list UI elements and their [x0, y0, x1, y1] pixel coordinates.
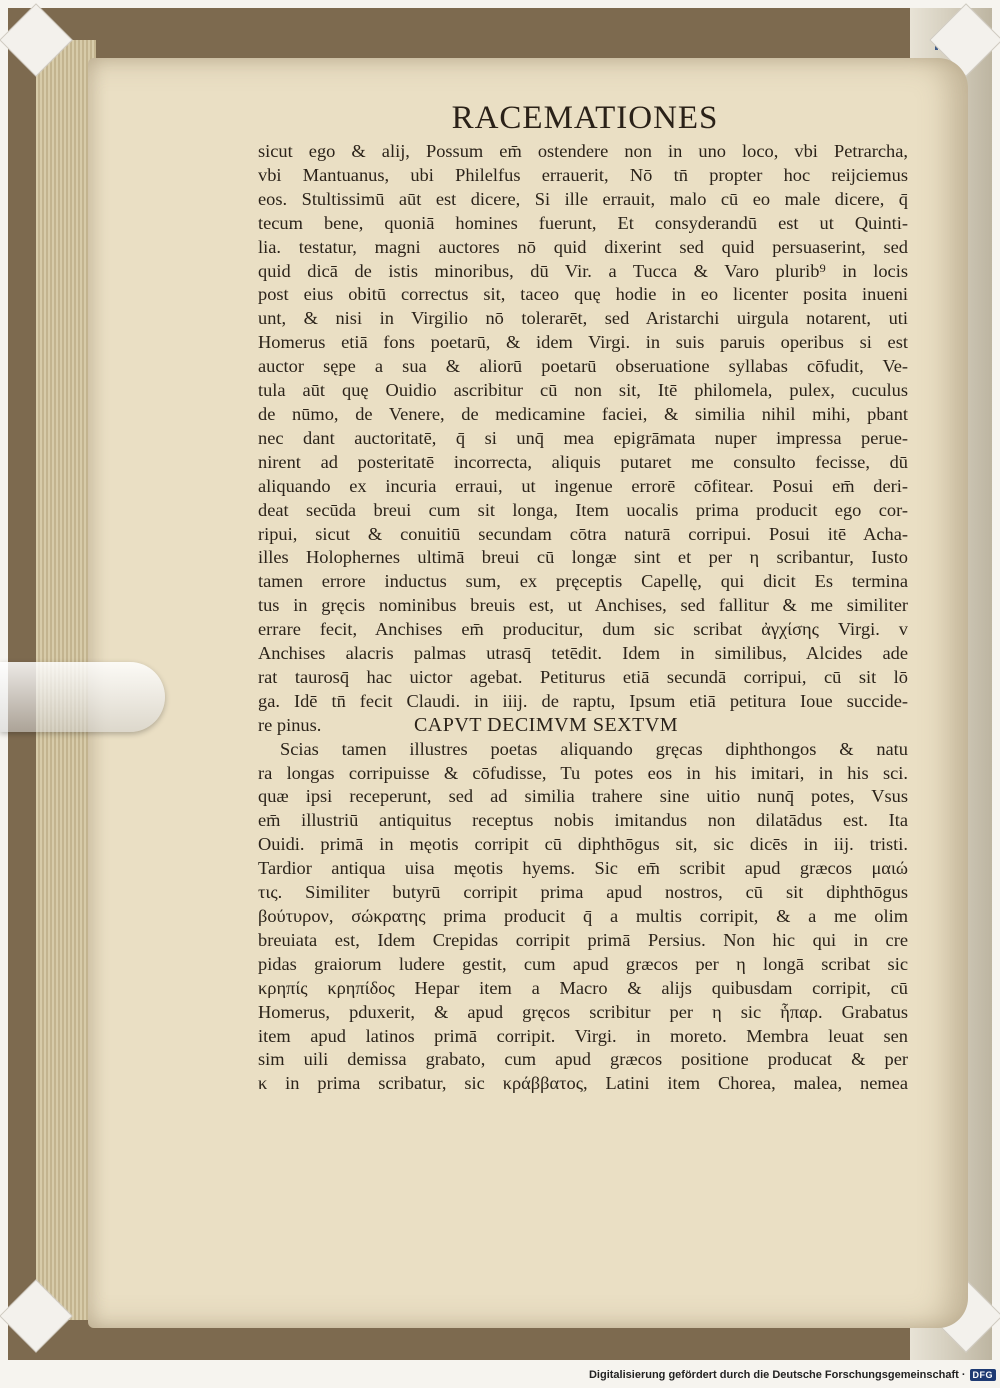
text-line: item apud latinos primā corripit. Virgi. in moreto. Membra leuat sen: [258, 1025, 908, 1046]
text-line: eos. Stultissimū aūt est dicere, Si ille errauit, malo cū eo male dicere, q̄: [258, 188, 908, 209]
text-line: Tardior antiqua uisa męotis hyems. Sic em̄ scribit apud græcos μαιώ: [258, 858, 908, 879]
text-line: aliquando ex incuria erraui, ut ingenue errorē cōfitear. Posui em̄ deri-: [258, 475, 908, 496]
text-line: ripui, sicut & conuitiū secundam cōtra naturā corripui. Posui itē Acha-: [258, 523, 908, 544]
text-line: auctor sępe a sua & aliorū poetarū obseruatione syllabas cōfudit, Ve-: [258, 356, 908, 377]
text-line: nirent ad posteritatē incorrecta, aliquis putaret me consulto fecisse, dū: [258, 451, 908, 472]
text-line: illes Holophernes ultimā breui cū longæ sint et per η scribantur, Iusto: [258, 547, 908, 568]
text-line: tula aūt quę Ouidio ascribitur cū non sit, Itē philomela, pulex, cuculus: [258, 380, 908, 401]
heading-line-start: re pinus.: [258, 714, 322, 735]
text-line: pidas graiorum ludere gestit, cum apud græcos per η longā scribat sic: [258, 953, 908, 974]
text-line: sim uili demissa grabato, cum apud græcos positione producat & per: [258, 1049, 908, 1070]
text-line: ga. Idē tn̄ fecit Claudi. in iiij. de raptu, Ipsum etiā petitura Ioue succide-: [258, 690, 908, 711]
running-head: RACEMATIONES: [451, 100, 719, 136]
text-line: Homerus etiā fons poetarū, & idem Virgi. in suis paruis operibus si est: [258, 332, 908, 353]
text-before-heading: [258, 140, 908, 714]
text-line: βούτυρον, σώκρατης prima producit q̄ a multis corripit, & a me olim: [258, 906, 908, 926]
text-line: tamen errore inductus sum, ex pręceptis Capellę, qui dicit Es termina: [258, 571, 908, 592]
text-line: breuiata est, Idem Crepidas corripit primā Persius. Non hic qui in cre: [258, 929, 908, 950]
text-line: quid dicā de istis minoribus, dū Vir. a Tucca & Varo plurib⁹ in locis: [258, 260, 908, 281]
text-line: sicut ego & alij, Possum em̄ ostendere non in uno loco, vbi Petrarcha,: [258, 141, 908, 161]
text-line: ra longas corripuisse & cōfudisse, Tu potes eos in his imitari, in his sci.: [258, 762, 908, 783]
footer-credit: [588, 1366, 996, 1384]
text-line: Anchises alacris palmas utrasq̄ tetēdit. Idem in similibus, Alcides ade: [258, 643, 908, 664]
text-line: quæ ipsi receperunt, sed ad similia trahere sine uitio nunq̄ potes, Vsus: [258, 786, 908, 807]
text-line: κρηπίς κρηπίδος Hepar item a Macro & alijs quibusdam corripit, cū: [258, 977, 908, 998]
text-line: Ouidi. primā in męotis corripit cū diphthōgus sit, sic dicēs in iij. tristi.: [258, 834, 908, 855]
text-line: de nūmo, de Venere, de medicamine faciei, & similia nihil mihi, pbant: [258, 403, 908, 424]
text-line: vbi Mantuanus, ubi Philelfus errauerit, Nō tn̄ propter hoc reijciemus: [258, 164, 908, 185]
text-line: nec dant auctoritatē, q̄ si unq̄ mea epigrāmata nuper impressa perue-: [258, 427, 908, 448]
section-heading: CAPVT DECIMVM SEXTVM: [413, 713, 679, 736]
footer-text: Digitalisierung gefördert durch die Deutsche Forschungsgemeinschaft ·: [588, 1369, 966, 1381]
text-after-heading: [258, 738, 908, 1097]
text-line: post eius obitū correctus sit, taceo quę hodie in eo licenter posita inueni: [258, 284, 908, 305]
text-line: em̄ illustriū antiquitus receptus nobis imitandus non dilatādus est. Ita: [258, 810, 908, 831]
text-line: Scias tamen illustres poetas aliquando gręcas diphthongos & natu: [280, 738, 908, 759]
text-line: rat taurosq̄ hac uictor agebat. Petiturus etiā secundā corripui, cū sit lō: [258, 666, 908, 687]
text-line: κ in prima scribatur, sic κράββατος, Latini item Chorea, malea, nemea: [258, 1073, 908, 1094]
text-line: tecum bene, quoniā homines fuerunt, Et consyderandū est ut Quinti-: [258, 212, 908, 233]
heading-line: [258, 714, 908, 738]
page-holder-strip: [0, 662, 165, 732]
text-line: unt, & nisi in Virgilio nō tolerarēt, sed Aristarchi uirgula notarent, uti: [258, 308, 908, 329]
text-line: errare fecit, Anchises em̄ producitur, dum sic scribat ἀγχίσης Virgi. v: [258, 619, 908, 640]
main-text: [258, 140, 908, 1096]
text-line: Homerus, pduxerit, & apud gręcos scribitur per η sic ἧπαρ. Grabatus: [258, 1001, 908, 1022]
text-line: deat secūda breui cum sit longa, Item uocalis prima producit ego cor-: [258, 499, 908, 520]
text-line: lia. testatur, magni auctores nō quid dixerint sed quid persuaserint, sed: [258, 236, 908, 257]
dfg-logo: DFG: [970, 1369, 997, 1381]
text-line: tus in gręcis nominibus breuis est, ut Anchises, sed fallitur & me similiter: [258, 595, 908, 616]
text-line: τις. Similiter butyrū corripit prima apud nostros, cū sit diphthōgus: [258, 882, 908, 903]
